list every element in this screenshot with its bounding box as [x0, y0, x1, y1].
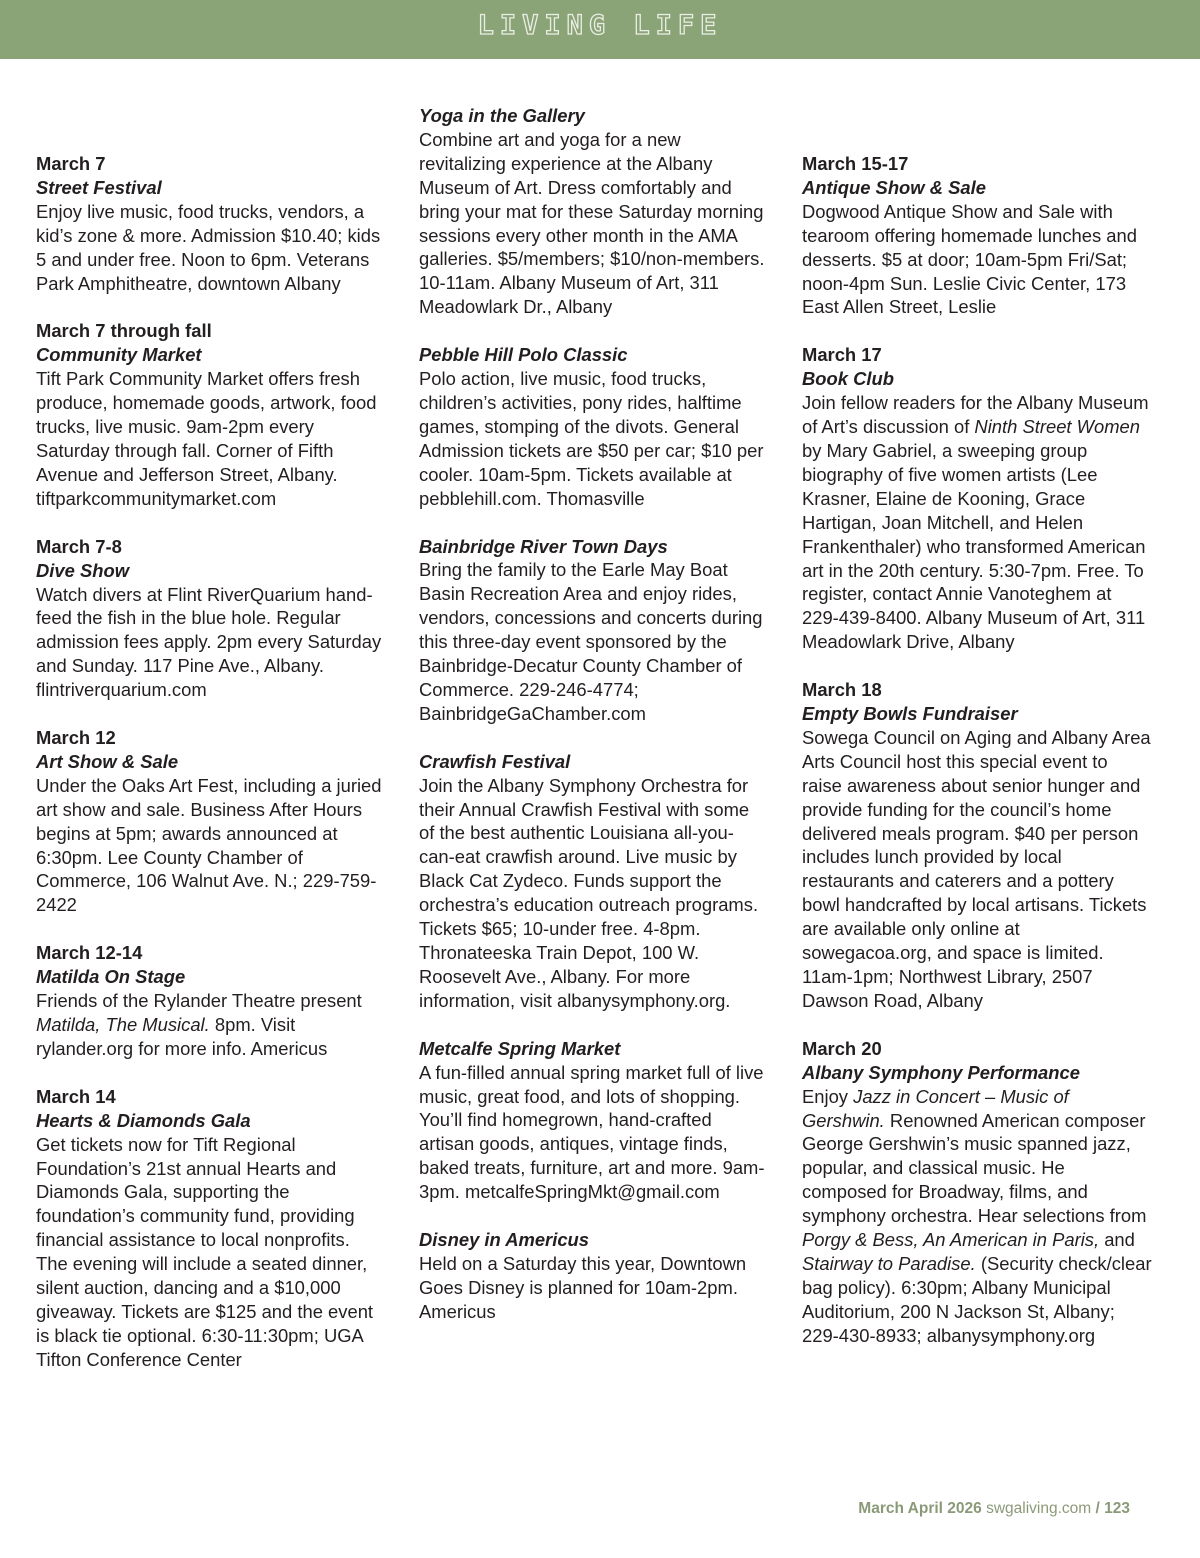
- event-listing: [419, 1037, 769, 1204]
- event-description-text: Enjoy live music, food trucks, vendors, a kid’s zone & more. Admission $10.40; kids 5 and under free. Noon to 6pm. Veterans Park Amphitheatre, downtown Albany: [36, 200, 381, 294]
- event-description: [36, 1133, 386, 1372]
- event-description: [419, 128, 769, 319]
- event-listing: [802, 678, 1152, 1013]
- event-title: Dive Show: [36, 559, 129, 581]
- event-description-italic: Matilda, The Musical.: [36, 1014, 210, 1035]
- event-title: Yoga in the Gallery: [419, 105, 585, 126]
- event-description-text: Combine art and yoga for a new revitalizing experience at the Albany Museum of Art. Dress comfortably and bring your mat for these Saturday morning sessions every other month in the AMA galleries. $5/members; $10/non-members. 10-11am. Albany Museum of Art, 311 Meadowlark Dr., Albany: [419, 128, 765, 318]
- event-listing: [802, 343, 1152, 654]
- event-description: [36, 367, 386, 510]
- event-title: Bainbridge River Town Days: [419, 535, 668, 557]
- event-description-text: Tift Park Community Market offers fresh produce, homemade goods, artwork, food trucks, live music. 9am-2pm every Saturday through fall. Corner of Fifth Avenue and Jefferson Street, Albany. tiftparkcommunitymarket.com: [36, 368, 377, 509]
- event-listing: [802, 1037, 1152, 1348]
- event-listing: [419, 1228, 769, 1324]
- event-description-text: Dogwood Antique Show and Sale with tearoom offering homemade lunches and desserts. $5 at door; 10am-5pm Fri/Sat; noon-4pm Sun. Leslie Civic Center, 173 East Allen Street, Leslie: [802, 200, 1137, 318]
- event-description-italic: Jazz in Concert – Music of Gershwin.: [802, 1085, 1069, 1131]
- event-listing: [419, 750, 769, 1013]
- event-description-text: 8pm. Visit rylander.org for more info. Americus: [36, 1014, 328, 1059]
- event-description: [36, 200, 386, 296]
- event-title: Pebble Hill Polo Classic: [419, 344, 628, 366]
- event-description-text: Bring the family to the Earle May Boat Basin Recreation Area and enjoy rides, vendors, concessions and concerts during this three-day event sponsored by the Bainbridge-Decatur County Chamber of Commerce. 229-246-4774; BainbridgeGaChamber.com: [419, 559, 763, 724]
- event-description: [802, 391, 1152, 654]
- event-description-text: Renowned American composer George Gershwin’s music spanned jazz, popular, and classical music. He composed for Broadway, films, and symphony orchestra. Hear selections from: [802, 1109, 1147, 1227]
- event-listing: [419, 104, 769, 319]
- event-listing: [802, 152, 1152, 319]
- event-title: Street Festival: [36, 176, 162, 198]
- event-description-text: Under the Oaks Art Fest, including a juried art show and sale. Business After Hours begins at 5pm; awards announced at 6:30pm. Lee County Chamber of Commerce, 106 Walnut Ave. N.; 229-759-2422: [36, 774, 382, 916]
- event-description: [36, 583, 386, 703]
- event-description-italic: Porgy & Bess, An American in Paris,: [802, 1229, 1100, 1251]
- event-description-text: and: [1099, 1229, 1135, 1251]
- section-title: LIVING LIFE: [477, 10, 723, 41]
- event-listing: [36, 535, 386, 702]
- event-description-text: Held on a Saturday this year, Downtown Goes Disney is planned for 10am-2pm. Americus: [419, 1252, 747, 1322]
- section-banner: [0, 0, 1200, 59]
- event-description: [419, 1252, 769, 1324]
- event-title: Matilda On Stage: [36, 966, 186, 988]
- event-description-text: A fun-filled annual spring market full of live music, great food, and lots of shopping. You’ll find homegrown, hand-crafted artisan goods, antiques, vintage finds, baked treats, furniture, art and more. 9am-3pm. metcalfeSpringMkt@gmail.com: [419, 1061, 765, 1203]
- event-date: March 12-14: [36, 942, 143, 964]
- event-listing: [36, 319, 386, 510]
- event-listing: [36, 1085, 386, 1372]
- event-title: Disney in Americus: [419, 1229, 590, 1251]
- event-title: Empty Bowls Fundraiser: [802, 703, 1018, 725]
- event-date: March 15-17: [802, 153, 909, 174]
- event-title: Crawfish Festival: [419, 750, 571, 772]
- event-description-text: (Security check/clear bag policy). 6:30pm; Albany Municipal Auditorium, 200 N Jackson St, Albany; 229-430-8933; albanysymphony.org: [802, 1252, 1152, 1346]
- event-listing: [36, 726, 386, 917]
- event-title: Albany Symphony Performance: [802, 1061, 1080, 1083]
- event-description-text: Watch divers at Flint RiverQuarium hand-feed the fish in the blue hole. Regular admission fees apply. 2pm every Saturday and Sunday. 117 Pine Ave., Albany. flintriverquarium.com: [36, 583, 382, 701]
- event-listing: [419, 535, 769, 726]
- footer-site: swgaliving.com: [986, 1500, 1092, 1517]
- event-date: March 17: [802, 344, 882, 366]
- events-column-2: [419, 104, 769, 1348]
- event-description-text: Enjoy: [802, 1085, 854, 1107]
- event-description: [36, 989, 386, 1061]
- footer-page-number: 123: [1104, 1500, 1130, 1517]
- footer-issue: March April 2026: [858, 1500, 982, 1517]
- event-description: [419, 774, 769, 1013]
- event-date: March 7: [36, 153, 106, 174]
- event-title: Hearts & Diamonds Gala: [36, 1109, 251, 1131]
- event-description: [419, 558, 769, 725]
- event-date: March 20: [802, 1037, 882, 1059]
- footer-separator: /: [1095, 1500, 1100, 1517]
- event-title: Book Club: [802, 368, 894, 390]
- event-title: Antique Show & Sale: [802, 176, 986, 198]
- event-description: [36, 774, 386, 917]
- event-description-text: Friends of the Rylander Theatre present: [36, 990, 362, 1012]
- events-column-1: [36, 152, 386, 1396]
- event-description-italic: Stairway to Paradise.: [802, 1252, 976, 1274]
- event-listing: [419, 343, 769, 510]
- event-description-text: Polo action, live music, food trucks, children’s activities, pony rides, halftime games, stomping of the divots. General Admission tickets are $50 per car; $10 per cooler. 10am-5pm. Tickets available at pebblehill.com. Thomasville: [419, 368, 764, 509]
- event-description-italic: Ninth Street Women: [974, 416, 1141, 438]
- events-column-3: [802, 152, 1152, 1372]
- event-date: March 14: [36, 1085, 116, 1107]
- event-description: [802, 1085, 1152, 1348]
- event-title: Metcalfe Spring Market: [419, 1037, 621, 1059]
- event-date: March 18: [802, 679, 882, 701]
- event-description-text: Sowega Council on Aging and Albany Area Arts Council host this special event to raise awareness about senior hunger and provide funding for the council’s home delivered meals program. $40 per person includes lunch provided by local restaurants and caterers and a pottery bowl handcrafted by local artisans. Tickets are available only online at sowegacoa.org, and space is limited. 11am-1pm; Northwest Library, 2507 Dawson Road, Albany: [802, 726, 1151, 1011]
- event-description: [419, 367, 769, 510]
- event-date: March 7-8: [36, 535, 122, 557]
- event-description-text: Join fellow readers for the Albany Museum of Art’s discussion of: [802, 392, 1149, 438]
- event-description: [802, 200, 1152, 320]
- event-listing: [36, 152, 386, 295]
- event-date: March 12: [36, 727, 116, 749]
- event-description: [802, 726, 1152, 1013]
- event-title: Community Market: [36, 344, 202, 366]
- event-description: [419, 1061, 769, 1204]
- event-listing: [36, 941, 386, 1061]
- event-description-text: Get tickets now for Tift Regional Foundation’s 21st annual Hearts and Diamonds Gala, supporting the foundation’s community fund, providing financial assistance to local nonprofits. The evening will include a seated dinner, silent auction, dancing and a $10,000 giveaway. Tickets are $125 and the event is black tie optional. 6:30-11:30pm; UGA Tifton Conference Center: [36, 1133, 374, 1370]
- event-description-text: by Mary Gabriel, a sweeping group biography of five women artists (Lee Krasner, Elaine de Kooning, Grace Hartigan, Joan Mitchell, and Helen Frankenthaler) who transformed American art in the 20th century. 5:30-7pm. Free. To register, contact Annie Vanoteghem at 229-439-8400. Albany Museum of Art, 311 Meadowlark Drive, Albany: [802, 439, 1146, 653]
- page-footer: [858, 1500, 1130, 1518]
- event-description-text: Join the Albany Symphony Orchestra for their Annual Crawfish Festival with some of the best authentic Louisiana all-you-can-eat crawfish around. Live music by Black Cat Zydeco. Funds support the orchestra’s education outreach programs. Tickets $65; 10-under free. 4-8pm. Thronateeska Train Depot, 100 W. Roosevelt Ave., Albany. For more information, visit albanysymphony.org.: [419, 774, 759, 1011]
- event-title: Art Show & Sale: [36, 750, 179, 772]
- event-date: March 7 through fall: [36, 320, 212, 342]
